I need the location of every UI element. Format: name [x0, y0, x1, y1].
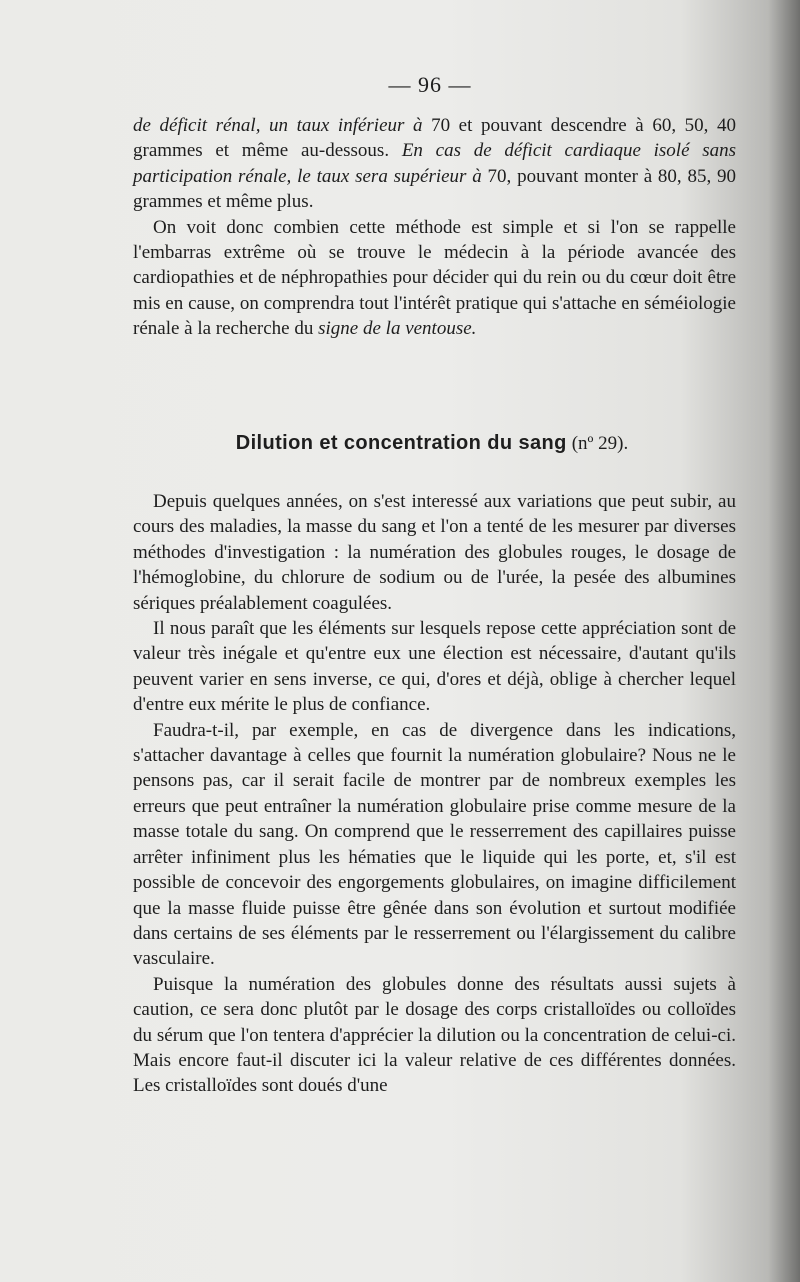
- text-span: de déficit rénal, un taux inférieur à: [133, 115, 423, 136]
- text-span: On voit donc combien cette méthode est simple et si l'on se rappelle l'embarras extrême où se trouve le médecin à la période avancée des cardiopathies et de néphropathies pour décider qui du rein ou du cœur doit être mis en cause, on comprendra tout l'intérêt pratique qui s'attache en séméiologie rénale à la recherche du: [133, 216, 736, 340]
- section-paragraph-1: Depuis quelques années, on s'est interessé aux variations que peut subir, au cours des maladies, la masse du sang et l'on a tenté de les mesurer par diverses méthodes d'investigation : la numération des globules rouges, le dosage de l'hémoglobine, du chlorure de sodium ou de l'urée, la pesée des albumines sériques préalablement coagulées.: [133, 491, 736, 614]
- section-title-ref: (nº 29).: [571, 433, 629, 454]
- section-paragraph-2: Il nous paraît que les éléments sur lesquels repose cette appréciation sont de valeur très inégale et qu'entre eux une élection est nécessaire, d'autant qu'ils peuvent varier en sens inverse, ce qui, d'ores et déjà, oblige à chercher lequel d'entre eux mérite le plus de confiance.: [133, 618, 736, 716]
- text-span: En cas de déficit cardiaque isolé sans participation rénale, le taux sera supérieur à: [133, 140, 737, 187]
- section-paragraph-3: Faudra-t-il, par exemple, en cas de divergence dans les indications, s'attacher davantage à celles que fournit la numération globulaire? Nous ne le pensons pas, car il serait facile de montrer par de nombreux exemples les erreurs que peut entraîner la numération globulaire prise comme mesure de la masse totale du sang. On comprend que le resserrement des capillaires puisse arrêter infiniment plus les hématies que le liquide qui les porte, et, s'il est possible de concevoir des engorgements globulaires, on imagine difficilement que la masse fluide puisse être gênée dans son évolution et surtout modifiée dans certains de ses éléments par le resserrement ou l'élargissement du calibre vasculaire.: [133, 719, 736, 970]
- text-span: 70 et pouvant descendre à 60, 50, 40 grammes et même au-dessous.: [133, 115, 736, 162]
- text-span: signe de la ventouse.: [318, 318, 477, 340]
- section-text: [133, 489, 736, 1099]
- text-span: 70, pouvant monter à 80, 85, 90 grammes et même plus.: [133, 165, 737, 213]
- intro-text: [133, 113, 736, 342]
- page-number: — 96 —: [388, 72, 472, 97]
- section-title-main: Dilution et concentration du sang: [235, 432, 567, 454]
- intro-paragraph-1: [133, 113, 736, 215]
- section-paragraph-4: Puisque la numération des globules donne des résultats aussi sujets à caution, ce sera donc plutôt par le dosage des corps cristalloïdes ou colloïdes du sérum que l'on tentera d'apprécier la dilution ou la concentration de celui-ci. Mais encore faut-il discuter ici la valeur relative de ces différentes données. Les cristalloïdes sont doués d'une: [133, 973, 736, 1097]
- intro-paragraph-2: [133, 215, 736, 342]
- section-title: [0, 432, 800, 455]
